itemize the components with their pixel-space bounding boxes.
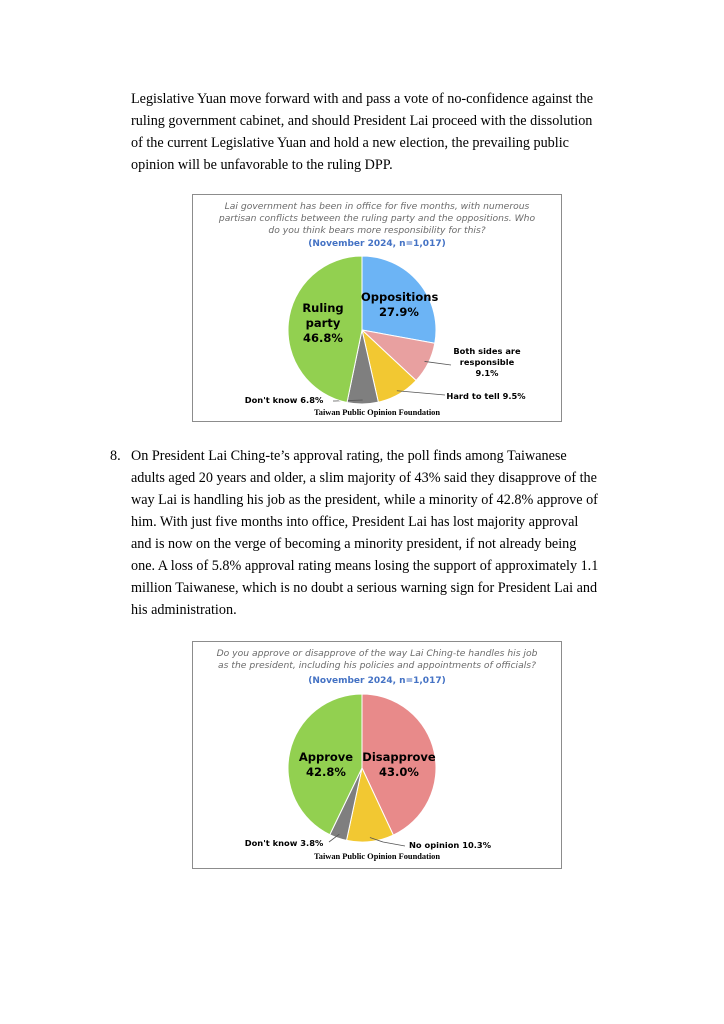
chart2-question-line: Do you approve or disapprove of the way Lai Ching-te handles his job (216, 648, 538, 659)
chart1-source: Taiwan Public Opinion Foundation (313, 408, 441, 417)
chart2-label-dontknow: Don't know 3.8% (244, 838, 324, 848)
paragraph-line: one. A loss of 5.8% approval rating means losing the support of approximately 1.1 (131, 558, 599, 574)
paragraph-line: his administration. (131, 602, 237, 618)
chart2-question-line: as the president, including his policies and appointments of officials? (218, 660, 536, 671)
paragraph-line: of the current Legislative Yuan and hold a new election, the prevailing public (131, 135, 569, 151)
disapprove-label: Disapprove (362, 750, 436, 764)
both-label-line1: Both sides are (453, 346, 521, 356)
paragraph-line: opinion will be unfavorable to the ruling DPP. (131, 157, 393, 173)
oppositions-label: Oppositions (361, 290, 439, 304)
chart1-question-line: Lai government has been in office for five months, with numerous (224, 201, 530, 212)
approve-label: Approve (298, 750, 354, 764)
chart2-label-noopinion: No opinion 10.3% (408, 840, 492, 850)
paragraph-line: way Lai is handling his job as the president, while a minority of 42.8% approve of (131, 492, 598, 508)
ruling-label-line1: Ruling (302, 301, 344, 315)
chart2-sample-info: (November 2024, n=1,017) (308, 676, 446, 686)
ruling-label-pct: 46.8% (303, 331, 343, 345)
chart1-question-line: partisan conflicts between the ruling party and the oppositions. Who (218, 213, 536, 224)
paragraph-line: On President Lai Ching-te’s approval rating, the poll finds among Taiwanese (131, 448, 567, 464)
chart1-label-dontknow: Don't know 6.8% (244, 395, 324, 405)
responsibility-pie-chart-box (192, 194, 562, 422)
both-label-line2: responsible (459, 357, 515, 367)
paragraph-line: him. With just five months into office, President Lai has lost majority approval (131, 514, 579, 530)
oppositions-label-pct: 27.9% (379, 305, 419, 319)
chart1-question-line: do you think bears more responsibility for this? (268, 225, 486, 236)
chart1-sample-info: (November 2024, n=1,017) (308, 239, 446, 249)
paragraph-line: million Taiwanese, which is no doubt a serious warning sign for President Lai and (131, 580, 598, 596)
paragraph-continued (131, 88, 621, 176)
chart2-label-approve (291, 750, 361, 780)
chart1-label-both (447, 346, 527, 379)
paragraph-item-8 (131, 445, 621, 621)
approve-label-pct: 42.8% (306, 765, 346, 779)
chart1-label-hard: Hard to tell 9.5% (446, 391, 526, 401)
chart2-label-disapprove (359, 750, 439, 780)
list-number: 8. (110, 448, 121, 464)
approval-pie-chart-box (192, 641, 562, 869)
hard-to-tell-leader-line (397, 391, 445, 395)
chart1-label-oppositions (361, 290, 437, 320)
both-label-pct: 9.1% (475, 368, 499, 378)
paragraph-line: Legislative Yuan move forward with and pass a vote of no-confidence against the (131, 91, 593, 107)
chart2-source: Taiwan Public Opinion Foundation (313, 852, 441, 861)
paragraph-line: adults aged 20 years and older, a slim majority of 43% said they disapprove of the (131, 470, 597, 486)
ruling-label-line2: party (305, 316, 341, 330)
disapprove-label-pct: 43.0% (379, 765, 419, 779)
paragraph-line: ruling government cabinet, and should President Lai proceed with the dissolution (131, 113, 593, 129)
chart1-label-ruling (293, 301, 353, 346)
paragraph-line: and is now on the verge of becoming a minority president, if not already being (131, 536, 577, 552)
